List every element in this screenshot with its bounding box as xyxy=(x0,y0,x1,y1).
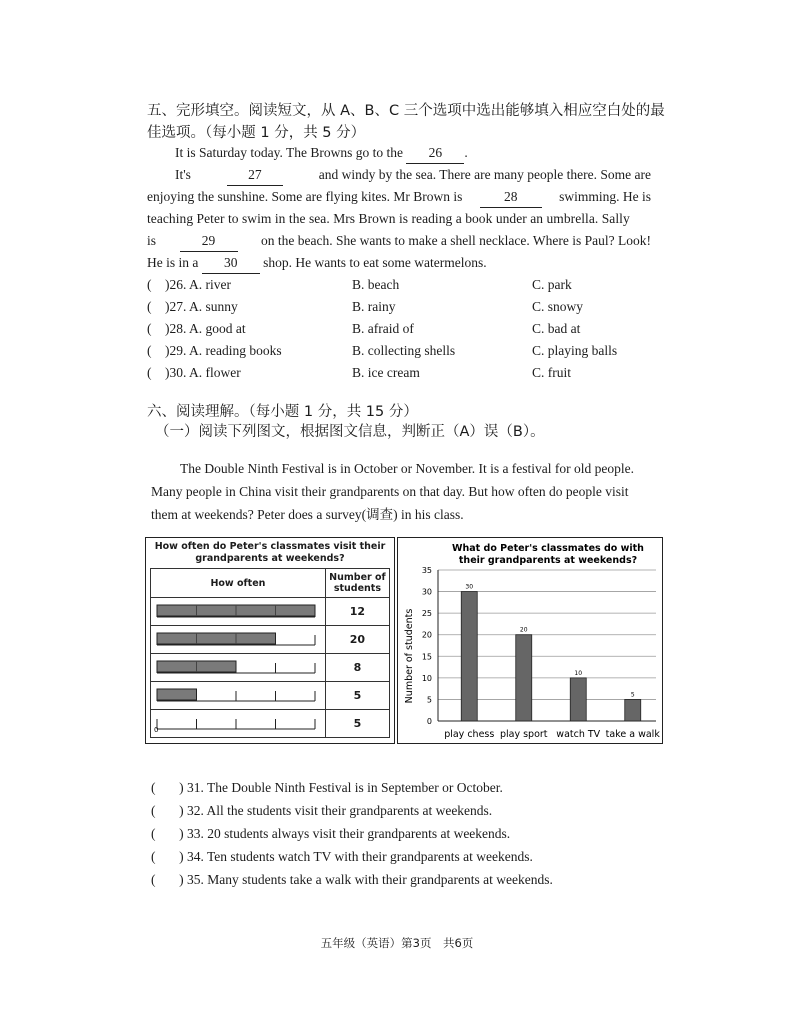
bar xyxy=(570,678,586,721)
passage-line-1 xyxy=(175,143,468,164)
passage-text: and windy by the sea. There are many people there. Some are xyxy=(318,167,651,182)
table-row xyxy=(151,626,390,654)
option-q28: ( )28. A. good at xyxy=(147,321,246,336)
bar xyxy=(625,699,641,721)
bar xyxy=(461,592,477,721)
section6-heading: 六、阅读理解。（每小题 1 分，共 15 分） xyxy=(147,404,418,420)
question-34: ( ) 34. Ten students watch TV with their grandparents at weekends. xyxy=(151,849,533,864)
y-tick-label: 10 xyxy=(421,673,432,683)
y-tick-label: 35 xyxy=(421,566,432,575)
passage-text: is xyxy=(147,233,157,248)
option-26-b: B. beach xyxy=(352,277,400,292)
bar-value-label: 10 xyxy=(574,669,583,677)
option-q26: ( )26. A. river xyxy=(147,277,231,292)
bar-chart-svg xyxy=(398,538,662,743)
frequency-bar-cell xyxy=(151,626,326,654)
option-26-c: C. park xyxy=(532,277,572,292)
blank-28: 28 xyxy=(480,187,542,208)
frequency-bar xyxy=(153,683,323,705)
intro-line-3: them at weekends? Peter does a survey(调查) in his class. xyxy=(151,507,464,522)
students-count-cell: 8 xyxy=(325,654,389,682)
students-count-cell: 12 xyxy=(325,598,389,626)
table-row xyxy=(151,654,390,682)
y-tick-label: 20 xyxy=(421,630,432,640)
option-27-b: B. rainy xyxy=(352,299,396,314)
frequency-bar-cell xyxy=(151,654,326,682)
frequency-bar-cell xyxy=(151,598,326,626)
bar xyxy=(516,635,532,721)
frequency-bar-cell xyxy=(151,710,326,738)
y-tick-label: 0 xyxy=(426,717,432,726)
option-28-b: B. afraid of xyxy=(352,321,414,336)
x-category-label: watch TV xyxy=(556,729,601,740)
passage-text: . xyxy=(464,145,468,160)
section6-subheading: （一）阅读下列图文，根据图文信息，判断正（A）误（B）。 xyxy=(155,424,545,440)
blank-27: 27 xyxy=(227,165,283,186)
frequency-table xyxy=(150,568,390,738)
table-header-how-often: How often xyxy=(151,569,326,598)
frequency-bar xyxy=(153,711,323,733)
students-count-cell: 5 xyxy=(325,710,389,738)
option-q30: ( )30. A. flower xyxy=(147,365,241,380)
passage-line-5 xyxy=(147,231,651,252)
bar-chart-title-line1: What do Peter's classmates do with xyxy=(452,543,644,554)
section5-heading-line1: 五、完形填空。阅读短文，从 A、B、C 三个选项中选出能够填入相应空白处的最 xyxy=(147,103,665,119)
passage-text: He is in a xyxy=(147,255,199,270)
x-category-label: play chess xyxy=(444,729,495,740)
option-30-c: C. fruit xyxy=(532,365,571,380)
y-tick-label: 15 xyxy=(421,652,432,662)
x-category-label: take a walk xyxy=(605,729,660,740)
table-chart-title: How often do Peter's classmates visit their grandparents at weekends? xyxy=(154,541,386,564)
table-header-row xyxy=(151,569,390,598)
option-28-c: C. bad at xyxy=(532,321,581,336)
table-row xyxy=(151,598,390,626)
bar-chart-title-line2: their grandparents at weekends? xyxy=(458,555,638,566)
blank-29: 29 xyxy=(180,231,238,252)
x-category-label: play sport xyxy=(499,729,548,740)
frequency-fill xyxy=(157,689,197,700)
passage-line-3 xyxy=(147,187,651,208)
frequency-table-chart xyxy=(145,537,395,744)
frequency-fill xyxy=(157,633,276,644)
table-row xyxy=(151,710,390,738)
option-29-b: B. collecting shells xyxy=(352,343,456,358)
blank-30: 30 xyxy=(202,253,260,274)
option-27-c: C. snowy xyxy=(532,299,584,314)
passage-line-2 xyxy=(175,165,651,186)
students-count-cell: 20 xyxy=(325,626,389,654)
bar-chart-ylabel: Number of students xyxy=(404,608,415,704)
bar-value-label: 20 xyxy=(519,626,528,634)
page-footer: 五年级（英语）第3页 共6页 xyxy=(320,936,474,950)
frequency-bar xyxy=(153,627,323,649)
question-32: ( ) 32. All the students visit their grandparents at weekends. xyxy=(151,803,493,818)
y-tick-label: 5 xyxy=(426,695,432,705)
passage-text: It's xyxy=(175,167,191,182)
intro-line-2: Many people in China visit their grandparents on that day. But how often do people visit xyxy=(151,484,629,499)
option-q27: ( )27. A. sunny xyxy=(147,299,238,314)
passage-text: shop. He wants to eat some watermelons. xyxy=(263,255,487,270)
y-tick-label: 30 xyxy=(421,587,432,597)
y-tick-label: 25 xyxy=(421,609,432,619)
question-31: ( ) 31. The Double Ninth Festival is in September or October. xyxy=(151,780,503,795)
passage-line-4: teaching Peter to swim in the sea. Mrs Brown is reading a book under an umbrella. Sally xyxy=(147,211,630,226)
passage-text: It is Saturday today. The Browns go to the xyxy=(175,145,403,160)
option-29-c: C. playing balls xyxy=(532,343,618,358)
passage-text: enjoying the sunshine. Some are flying kites. Mr Brown is xyxy=(147,189,463,204)
activities-bar-chart xyxy=(397,537,663,744)
frequency-bar xyxy=(153,599,323,621)
option-q29: ( )29. A. reading books xyxy=(147,343,282,358)
question-35: ( ) 35. Many students take a walk with their grandparents at weekends. xyxy=(151,872,553,887)
option-30-b: B. ice cream xyxy=(352,365,420,380)
frequency-bar xyxy=(153,655,323,677)
table-row xyxy=(151,682,390,710)
bar-value-label: 5 xyxy=(630,691,635,699)
question-33: ( ) 33. 20 students always visit their grandparents at weekends. xyxy=(151,826,511,841)
passage-text: swimming. He is xyxy=(559,189,651,204)
bar-value-label: 30 xyxy=(465,583,474,591)
table-header-students: Number of students xyxy=(325,569,389,598)
passage-line-6 xyxy=(147,253,487,274)
blank-26: 26 xyxy=(406,143,464,164)
intro-line-1: The Double Ninth Festival is in October or November. It is a festival for old people. xyxy=(180,461,635,476)
frequency-bar-cell xyxy=(151,682,326,710)
section5-heading-line2: 佳选项。（每小题 1 分，共 5 分） xyxy=(147,125,366,141)
students-count-cell: 5 xyxy=(325,682,389,710)
scale-zero-label: 0 xyxy=(153,726,159,733)
passage-text: on the beach. She wants to make a shell necklace. Where is Paul? Look! xyxy=(260,233,651,248)
